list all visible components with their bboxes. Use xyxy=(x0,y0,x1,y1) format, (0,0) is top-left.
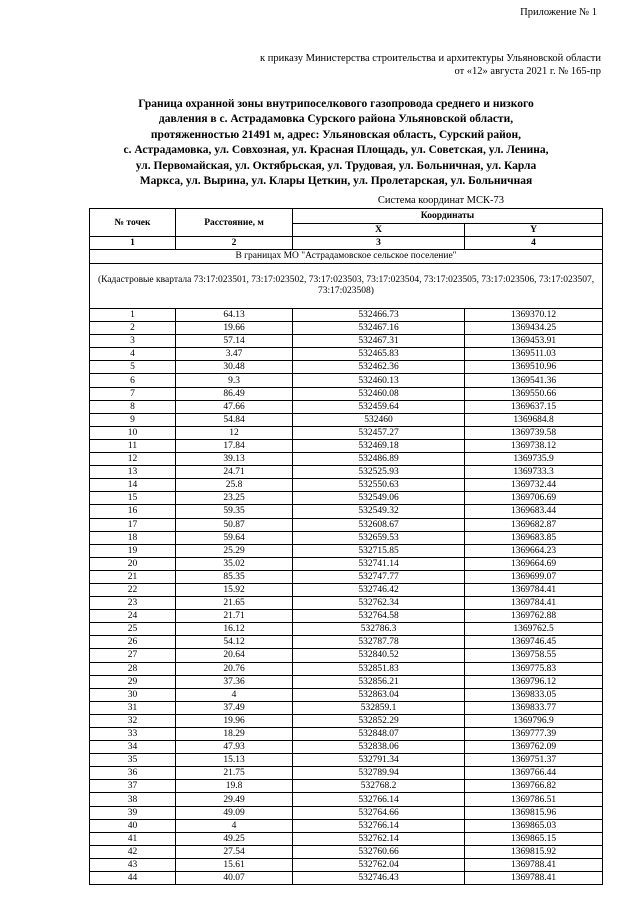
point-number-cell: 10 xyxy=(90,426,176,439)
title-line: с. Астрадамовка, ул. Совхозная, ул. Красная Площадь, ул. Советская, ул. Ленина, xyxy=(123,144,549,157)
y-coordinate-cell: 1369786.51 xyxy=(465,793,603,806)
x-coordinate-cell: 532851.83 xyxy=(293,662,465,675)
table-row xyxy=(90,479,603,492)
x-coordinate-cell: 532848.07 xyxy=(293,728,465,741)
distance-cell: 9.3 xyxy=(176,374,293,387)
distance-cell: 19.66 xyxy=(176,322,293,335)
x-coordinate-cell: 532550.63 xyxy=(293,479,465,492)
point-number-cell: 34 xyxy=(90,741,176,754)
table-row xyxy=(90,832,603,845)
table-row xyxy=(90,322,603,335)
distance-cell: 19.96 xyxy=(176,714,293,727)
distance-cell: 18.29 xyxy=(176,728,293,741)
y-coordinate-cell: 1369833.77 xyxy=(465,701,603,714)
x-coordinate-cell: 532791.34 xyxy=(293,754,465,767)
y-coordinate-cell: 1369683.85 xyxy=(465,531,603,544)
point-number-cell: 17 xyxy=(90,518,176,531)
point-number-cell: 35 xyxy=(90,754,176,767)
header-y: Y xyxy=(465,224,603,237)
x-coordinate-cell: 532764.58 xyxy=(293,610,465,623)
point-number-cell: 28 xyxy=(90,662,176,675)
distance-cell: 24.71 xyxy=(176,466,293,479)
point-number-cell: 16 xyxy=(90,505,176,518)
order-line-2: от «12» августа 2021 г. № 165-пр xyxy=(454,66,601,77)
point-number-cell: 3 xyxy=(90,335,176,348)
point-number-cell: 22 xyxy=(90,583,176,596)
table-row xyxy=(90,662,603,675)
point-number-cell: 44 xyxy=(90,872,176,885)
y-coordinate-cell: 1369683.44 xyxy=(465,505,603,518)
y-coordinate-cell: 1369865.03 xyxy=(465,819,603,832)
point-number-cell: 18 xyxy=(90,531,176,544)
y-coordinate-cell: 1369746.45 xyxy=(465,636,603,649)
y-coordinate-cell: 1369815.92 xyxy=(465,845,603,858)
y-coordinate-cell: 1369758.55 xyxy=(465,649,603,662)
distance-cell: 19.8 xyxy=(176,780,293,793)
x-coordinate-cell: 532746.43 xyxy=(293,872,465,885)
point-number-cell: 5 xyxy=(90,361,176,374)
x-coordinate-cell: 532465.83 xyxy=(293,348,465,361)
point-number-cell: 1 xyxy=(90,309,176,322)
header-x: X xyxy=(293,224,465,237)
y-coordinate-cell: 1369664.69 xyxy=(465,557,603,570)
point-number-cell: 25 xyxy=(90,623,176,636)
point-number-cell: 30 xyxy=(90,688,176,701)
y-coordinate-cell: 1369751.37 xyxy=(465,754,603,767)
point-number-cell: 33 xyxy=(90,728,176,741)
y-coordinate-cell: 1369766.44 xyxy=(465,767,603,780)
point-number-cell: 42 xyxy=(90,845,176,858)
table-row xyxy=(90,793,603,806)
distance-cell: 25.29 xyxy=(176,544,293,557)
x-coordinate-cell: 532852.29 xyxy=(293,714,465,727)
table-row xyxy=(90,597,603,610)
x-coordinate-cell: 532762.04 xyxy=(293,858,465,871)
table-row xyxy=(90,741,603,754)
table-row xyxy=(90,623,603,636)
y-coordinate-cell: 1369738.12 xyxy=(465,439,603,452)
point-number-cell: 7 xyxy=(90,387,176,400)
distance-cell: 47.66 xyxy=(176,400,293,413)
table-row xyxy=(90,518,603,531)
distance-cell: 86.49 xyxy=(176,387,293,400)
distance-cell: 35.02 xyxy=(176,557,293,570)
x-coordinate-cell: 532715.85 xyxy=(293,544,465,557)
x-coordinate-cell: 532459.64 xyxy=(293,400,465,413)
x-coordinate-cell: 532766.14 xyxy=(293,819,465,832)
point-number-cell: 2 xyxy=(90,322,176,335)
distance-cell: 57.14 xyxy=(176,335,293,348)
x-coordinate-cell: 532457.27 xyxy=(293,426,465,439)
distance-cell: 37.49 xyxy=(176,701,293,714)
y-coordinate-cell: 1369784.41 xyxy=(465,597,603,610)
x-coordinate-cell: 532840.52 xyxy=(293,649,465,662)
table-row xyxy=(90,309,603,322)
x-coordinate-cell: 532760.66 xyxy=(293,845,465,858)
distance-cell: 17.84 xyxy=(176,439,293,452)
point-number-cell: 9 xyxy=(90,413,176,426)
y-coordinate-cell: 1369762.88 xyxy=(465,610,603,623)
table-row xyxy=(90,387,603,400)
y-coordinate-cell: 1369777.39 xyxy=(465,728,603,741)
table-row xyxy=(90,714,603,727)
point-number-cell: 31 xyxy=(90,701,176,714)
distance-cell: 15.61 xyxy=(176,858,293,871)
distance-cell: 20.64 xyxy=(176,649,293,662)
table-row xyxy=(90,544,603,557)
y-coordinate-cell: 1369775.83 xyxy=(465,662,603,675)
point-number-cell: 23 xyxy=(90,597,176,610)
column-number: 2 xyxy=(176,237,293,250)
point-number-cell: 29 xyxy=(90,675,176,688)
document-title xyxy=(92,97,580,189)
distance-cell: 16.12 xyxy=(176,623,293,636)
y-coordinate-cell: 1369788.41 xyxy=(465,872,603,885)
table-row xyxy=(90,819,603,832)
x-coordinate-cell: 532787.78 xyxy=(293,636,465,649)
table-row xyxy=(90,374,603,387)
x-coordinate-cell: 532838.06 xyxy=(293,741,465,754)
distance-cell: 64.13 xyxy=(176,309,293,322)
distance-cell: 3.47 xyxy=(176,348,293,361)
point-number-cell: 4 xyxy=(90,348,176,361)
header-coordinates: Координаты xyxy=(293,209,603,224)
table-row xyxy=(90,570,603,583)
y-coordinate-cell: 1369732.44 xyxy=(465,479,603,492)
distance-cell: 37.36 xyxy=(176,675,293,688)
point-number-cell: 19 xyxy=(90,544,176,557)
title-line: ул. Первомайская, ул. Октябрьская, ул. Трудовая, ул. Больничная, ул. Карла xyxy=(135,159,537,172)
point-number-cell: 40 xyxy=(90,819,176,832)
x-coordinate-cell: 532467.31 xyxy=(293,335,465,348)
distance-cell: 21.71 xyxy=(176,610,293,623)
table-row xyxy=(90,426,603,439)
y-coordinate-cell: 1369453.91 xyxy=(465,335,603,348)
title-line: давления в с. Астрадамовка Сурского района Ульяновской области, xyxy=(158,113,514,126)
point-number-cell: 6 xyxy=(90,374,176,387)
point-number-cell: 14 xyxy=(90,479,176,492)
table-row xyxy=(90,675,603,688)
x-coordinate-cell: 532766.14 xyxy=(293,793,465,806)
point-number-cell: 15 xyxy=(90,492,176,505)
table-row xyxy=(90,754,603,767)
point-number-cell: 12 xyxy=(90,453,176,466)
y-coordinate-cell: 1369637.15 xyxy=(465,400,603,413)
boundary-note: В границах МО "Астрадамовское сельское поселение" xyxy=(90,250,603,264)
point-number-cell: 32 xyxy=(90,714,176,727)
x-coordinate-cell: 532460.13 xyxy=(293,374,465,387)
y-coordinate-cell: 1369735.9 xyxy=(465,453,603,466)
table-row xyxy=(90,453,603,466)
distance-cell: 54.12 xyxy=(176,636,293,649)
distance-cell: 40.07 xyxy=(176,872,293,885)
order-reference xyxy=(0,52,601,78)
distance-cell: 29.49 xyxy=(176,793,293,806)
coordinate-system-label: Система координат МСК-73 xyxy=(377,195,504,206)
point-number-cell: 13 xyxy=(90,466,176,479)
point-number-cell: 37 xyxy=(90,780,176,793)
point-number-cell: 24 xyxy=(90,610,176,623)
header-point-no: № точек xyxy=(90,209,176,237)
y-coordinate-cell: 1369664.23 xyxy=(465,544,603,557)
x-coordinate-cell: 532469.18 xyxy=(293,439,465,452)
x-coordinate-cell: 532467.16 xyxy=(293,322,465,335)
distance-cell: 20.76 xyxy=(176,662,293,675)
distance-cell: 49.09 xyxy=(176,806,293,819)
y-coordinate-cell: 1369788.41 xyxy=(465,858,603,871)
column-number: 1 xyxy=(90,237,176,250)
appendix-label: Приложение № 1 xyxy=(520,7,597,18)
point-number-cell: 27 xyxy=(90,649,176,662)
distance-cell: 30.48 xyxy=(176,361,293,374)
table-row xyxy=(90,400,603,413)
y-coordinate-cell: 1369550.66 xyxy=(465,387,603,400)
y-coordinate-cell: 1369796.12 xyxy=(465,675,603,688)
x-coordinate-cell: 532762.34 xyxy=(293,597,465,610)
table-row xyxy=(90,610,603,623)
x-coordinate-cell: 532762.14 xyxy=(293,832,465,845)
y-coordinate-cell: 1369739.58 xyxy=(465,426,603,439)
distance-cell: 4 xyxy=(176,688,293,701)
coordinates-rows xyxy=(90,309,603,885)
x-coordinate-cell: 532789.94 xyxy=(293,767,465,780)
point-number-cell: 43 xyxy=(90,858,176,871)
column-number: 3 xyxy=(293,237,465,250)
distance-cell: 54.84 xyxy=(176,413,293,426)
distance-cell: 23.25 xyxy=(176,492,293,505)
table-row xyxy=(90,806,603,819)
table-row xyxy=(90,348,603,361)
point-number-cell: 38 xyxy=(90,793,176,806)
point-number-cell: 26 xyxy=(90,636,176,649)
x-coordinate-cell: 532466.73 xyxy=(293,309,465,322)
x-coordinate-cell: 532764.66 xyxy=(293,806,465,819)
table-row xyxy=(90,439,603,452)
distance-cell: 15.92 xyxy=(176,583,293,596)
y-coordinate-cell: 1369762.09 xyxy=(465,741,603,754)
y-coordinate-cell: 1369833.05 xyxy=(465,688,603,701)
table-row xyxy=(90,649,603,662)
table-row xyxy=(90,780,603,793)
x-coordinate-cell: 532460 xyxy=(293,413,465,426)
distance-cell: 27.54 xyxy=(176,845,293,858)
y-coordinate-cell: 1369865.15 xyxy=(465,832,603,845)
x-coordinate-cell: 532786.3 xyxy=(293,623,465,636)
table-row xyxy=(90,858,603,871)
x-coordinate-cell: 532462.36 xyxy=(293,361,465,374)
y-coordinate-cell: 1369510.96 xyxy=(465,361,603,374)
y-coordinate-cell: 1369815.96 xyxy=(465,806,603,819)
table-row xyxy=(90,728,603,741)
cadastral-note: (Кадастровые квартала 73:17:023501, 73:17:023502, 73:17:023503, 73:17:023504, 73:17:023505, 73:17:023506, 73:17:023507, 73:17:023508) xyxy=(90,264,603,309)
y-coordinate-cell: 1369784.41 xyxy=(465,583,603,596)
x-coordinate-cell: 532863.04 xyxy=(293,688,465,701)
table-row xyxy=(90,845,603,858)
x-coordinate-cell: 532659.53 xyxy=(293,531,465,544)
y-coordinate-cell: 1369434.25 xyxy=(465,322,603,335)
point-number-cell: 39 xyxy=(90,806,176,819)
column-number: 4 xyxy=(465,237,603,250)
y-coordinate-cell: 1369762.5 xyxy=(465,623,603,636)
table-row xyxy=(90,557,603,570)
distance-cell: 49.25 xyxy=(176,832,293,845)
y-coordinate-cell: 1369511.03 xyxy=(465,348,603,361)
table-row xyxy=(90,531,603,544)
table-row xyxy=(90,872,603,885)
x-coordinate-cell: 532859.1 xyxy=(293,701,465,714)
table-row xyxy=(90,767,603,780)
point-number-cell: 21 xyxy=(90,570,176,583)
y-coordinate-cell: 1369733.3 xyxy=(465,466,603,479)
point-number-cell: 20 xyxy=(90,557,176,570)
distance-cell: 47.93 xyxy=(176,741,293,754)
distance-cell: 25.8 xyxy=(176,479,293,492)
distance-cell: 12 xyxy=(176,426,293,439)
header-distance: Расстояние, м xyxy=(176,209,293,237)
x-coordinate-cell: 532525.93 xyxy=(293,466,465,479)
y-coordinate-cell: 1369541.36 xyxy=(465,374,603,387)
table-row xyxy=(90,466,603,479)
x-coordinate-cell: 532549.06 xyxy=(293,492,465,505)
distance-cell: 50.87 xyxy=(176,518,293,531)
table-row xyxy=(90,583,603,596)
order-line-1: к приказу Министерства строительства и архитектуры Ульяновской области xyxy=(259,53,601,64)
distance-cell: 59.35 xyxy=(176,505,293,518)
table-row xyxy=(90,361,603,374)
title-line: Маркса, ул. Вырина, ул. Клары Цеткин, ул. Пролетарская, ул. Больничная xyxy=(139,175,533,188)
coordinates-table xyxy=(89,208,603,885)
x-coordinate-cell: 532460.08 xyxy=(293,387,465,400)
table-row xyxy=(90,636,603,649)
y-coordinate-cell: 1369684.8 xyxy=(465,413,603,426)
y-coordinate-cell: 1369766.82 xyxy=(465,780,603,793)
y-coordinate-cell: 1369682.87 xyxy=(465,518,603,531)
y-coordinate-cell: 1369796.9 xyxy=(465,714,603,727)
table-row xyxy=(90,492,603,505)
x-coordinate-cell: 532768.2 xyxy=(293,780,465,793)
distance-cell: 21.65 xyxy=(176,597,293,610)
x-coordinate-cell: 532856.21 xyxy=(293,675,465,688)
y-coordinate-cell: 1369699.07 xyxy=(465,570,603,583)
table-row xyxy=(90,701,603,714)
x-coordinate-cell: 532741.14 xyxy=(293,557,465,570)
x-coordinate-cell: 532746.42 xyxy=(293,583,465,596)
distance-cell: 21.75 xyxy=(176,767,293,780)
y-coordinate-cell: 1369706.69 xyxy=(465,492,603,505)
distance-cell: 15.13 xyxy=(176,754,293,767)
table-row xyxy=(90,413,603,426)
x-coordinate-cell: 532747.77 xyxy=(293,570,465,583)
distance-cell: 39.13 xyxy=(176,453,293,466)
point-number-cell: 11 xyxy=(90,439,176,452)
x-coordinate-cell: 532486.89 xyxy=(293,453,465,466)
x-coordinate-cell: 532608.67 xyxy=(293,518,465,531)
distance-cell: 59.64 xyxy=(176,531,293,544)
table-row xyxy=(90,505,603,518)
x-coordinate-cell: 532549.32 xyxy=(293,505,465,518)
title-line: протяженностью 21491 м, адрес: Ульяновская область, Сурский район, xyxy=(150,128,522,141)
point-number-cell: 8 xyxy=(90,400,176,413)
distance-cell: 4 xyxy=(176,819,293,832)
distance-cell: 85.35 xyxy=(176,570,293,583)
point-number-cell: 41 xyxy=(90,832,176,845)
table-row xyxy=(90,688,603,701)
title-line: Граница охранной зоны внутрипоселкового газопровода среднего и низкого xyxy=(138,98,534,110)
table-row xyxy=(90,335,603,348)
point-number-cell: 36 xyxy=(90,767,176,780)
y-coordinate-cell: 1369370.12 xyxy=(465,309,603,322)
